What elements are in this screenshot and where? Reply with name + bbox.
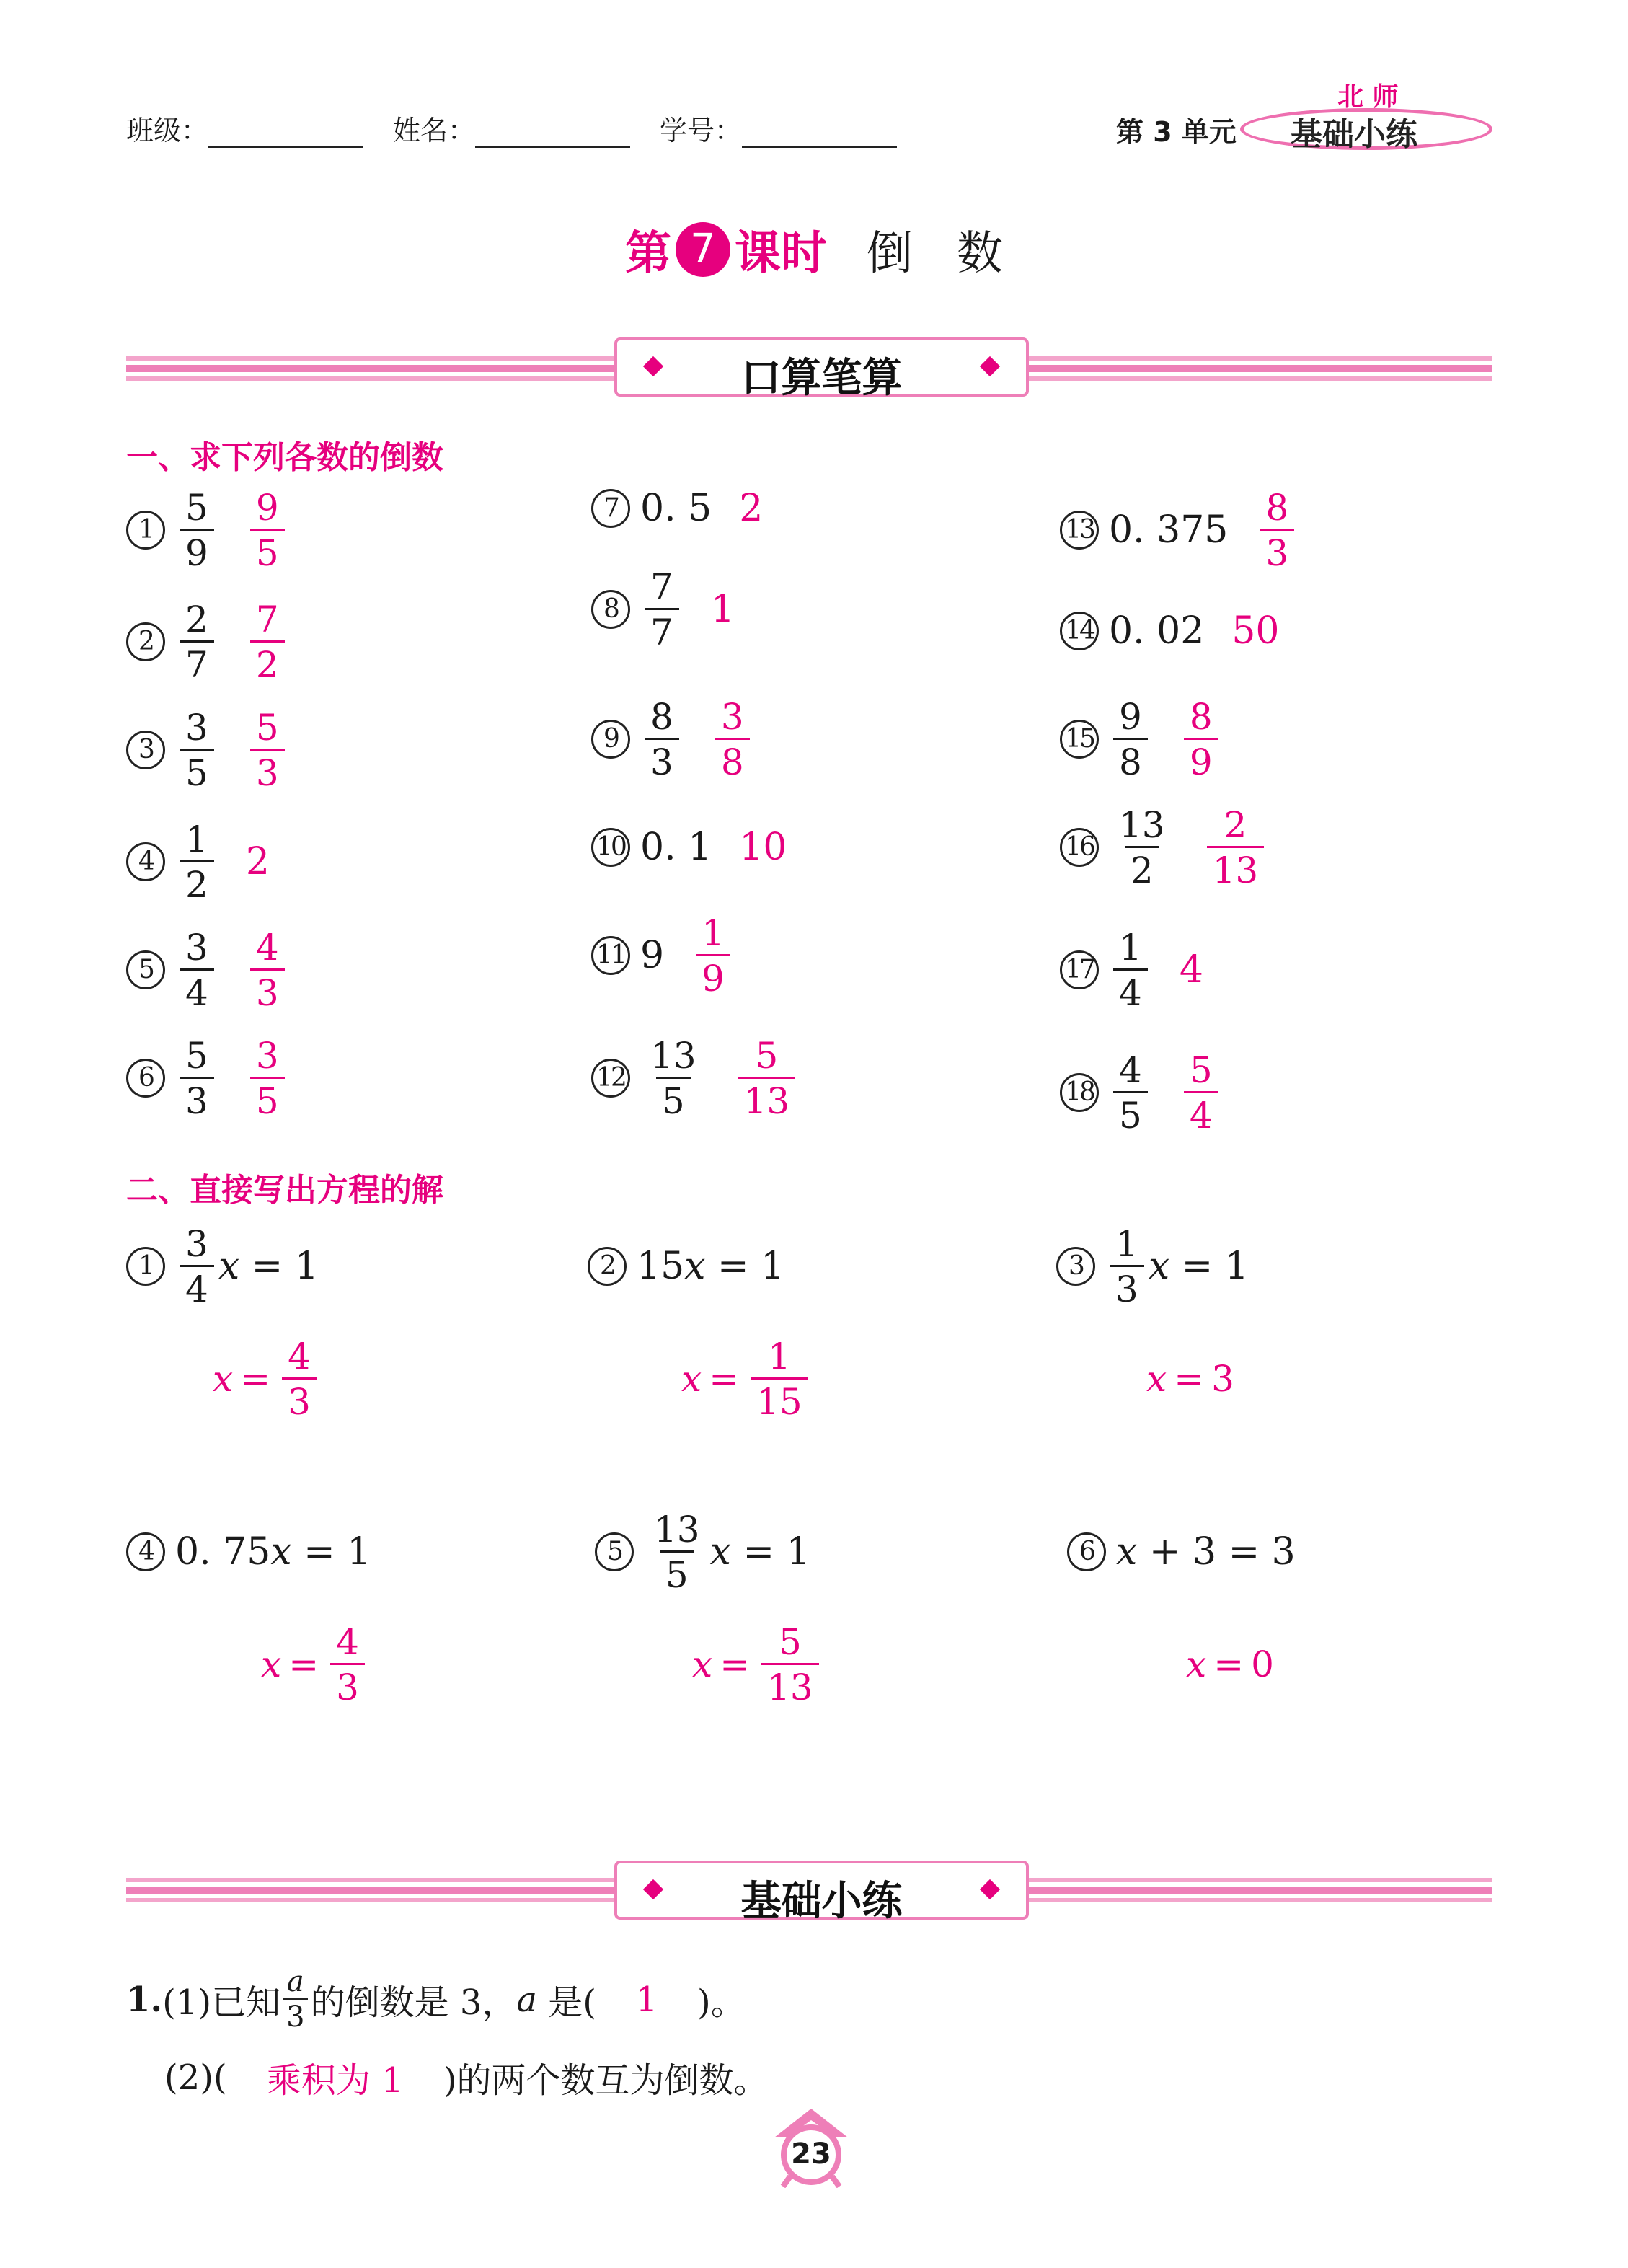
answer-value[interactable]: 2 (739, 487, 764, 530)
denominator: 5 (250, 1077, 285, 1119)
item-number: 1 (126, 1247, 165, 1286)
item-number: 16 (1060, 828, 1099, 867)
equation-rest: x = 1 (709, 1530, 810, 1574)
equation-solution[interactable]: x = 3 (1146, 1358, 1234, 1400)
solution-fraction[interactable] (751, 1335, 808, 1423)
banner2-title: 基础小练 (740, 1878, 903, 1925)
numerator: 7 (255, 598, 279, 640)
reciprocal-item (1060, 581, 1279, 681)
answer[interactable] (739, 487, 763, 530)
numerator: 13 (654, 1508, 700, 1550)
denominator: 13 (1207, 846, 1265, 888)
answer-value[interactable]: 2 (245, 840, 270, 883)
numerator: 5 (1189, 1049, 1213, 1091)
answer-fraction[interactable] (715, 695, 750, 783)
denominator: 7 (645, 608, 679, 650)
numerator: 13 (1119, 803, 1165, 846)
equation-item (1067, 1501, 1296, 1602)
item-number: 3 (1056, 1247, 1095, 1286)
solution-value[interactable]: 3 (1211, 1358, 1234, 1400)
numerator: 2 (1224, 803, 1247, 846)
coefficient-fraction (648, 1508, 706, 1596)
solution-value[interactable]: 0 (1251, 1643, 1274, 1685)
question-fraction (180, 926, 214, 1014)
reciprocal-item (126, 700, 289, 800)
answer[interactable] (1180, 1049, 1223, 1137)
denominator: 3 (282, 1377, 317, 1420)
title-prefix: 第 (624, 227, 671, 281)
reciprocal-item (1060, 919, 1203, 1020)
item-number: 6 (126, 1059, 165, 1098)
equation-rest: x + 3 = 3 (1116, 1530, 1296, 1574)
numerator: 3 (255, 1034, 279, 1077)
answer[interactable] (246, 840, 270, 883)
item-number: 3 (126, 731, 165, 769)
denominator: 3 (250, 749, 285, 791)
denominator: 13 (738, 1077, 796, 1119)
item-number: 1 (126, 511, 165, 550)
denominator: 9 (696, 954, 730, 997)
answer-value[interactable]: 50 (1231, 609, 1280, 653)
numerator: 8 (650, 695, 673, 738)
equation-rest: x = 1 (1148, 1245, 1249, 1288)
reciprocal-item (591, 1028, 800, 1129)
question-fraction (1113, 926, 1148, 1014)
item-number: 4 (126, 842, 165, 881)
q1-text-end: )。 (697, 1982, 746, 2023)
denominator: 3 (250, 968, 285, 1011)
equation-solution[interactable]: x = 0 (1186, 1643, 1274, 1685)
page-number: 23 (791, 2137, 831, 2171)
numerator: 4 (255, 926, 279, 968)
answer[interactable] (246, 926, 289, 1014)
answer[interactable] (1180, 695, 1223, 783)
reciprocal-item (126, 591, 289, 692)
q1-answer[interactable]: 1 (635, 1979, 658, 2020)
numerator: 9 (1119, 695, 1142, 738)
question-fraction (180, 486, 214, 574)
class-blank[interactable] (208, 118, 363, 148)
question-fraction (1113, 803, 1171, 891)
name-label: 姓名： (393, 115, 476, 146)
equation-item (595, 1501, 810, 1602)
question-number: 1. (126, 1979, 163, 2020)
answer-fraction[interactable] (250, 1034, 285, 1122)
answer[interactable] (1203, 803, 1269, 891)
question-fraction (645, 565, 679, 653)
q1-variable: a (516, 1979, 537, 2020)
denominator: 13 (761, 1663, 819, 1706)
lesson-number: 7 (676, 222, 730, 277)
question-fraction (180, 1034, 214, 1122)
answer[interactable] (711, 588, 735, 631)
solution-fraction[interactable] (282, 1335, 317, 1423)
answer-value[interactable]: 4 (1179, 948, 1203, 992)
question-value: 0. 02 (1109, 609, 1205, 653)
answer-fraction[interactable] (696, 912, 730, 1000)
question-value: 9 (640, 934, 665, 977)
item-number: 14 (1060, 612, 1099, 650)
numerator: 5 (255, 706, 279, 749)
coefficient-value: 15 (637, 1245, 685, 1288)
lesson-title (0, 216, 1628, 283)
answer[interactable] (1231, 609, 1279, 653)
numerator: 1 (702, 912, 725, 954)
answer-fraction[interactable] (250, 706, 285, 794)
answer[interactable] (246, 706, 289, 794)
denominator: 4 (1184, 1091, 1218, 1134)
reciprocal-item (591, 797, 787, 898)
reciprocal-item (591, 905, 735, 1006)
item-number: 5 (595, 1532, 634, 1571)
numerator: 5 (755, 1034, 779, 1077)
equation-rest: x = 1 (270, 1530, 371, 1574)
class-label: 班级： (126, 115, 209, 146)
item-number: 18 (1060, 1073, 1099, 1112)
reciprocal-item (126, 919, 289, 1020)
equation-item (1056, 1216, 1249, 1317)
item-number: 12 (591, 1059, 630, 1098)
numerator: 3 (720, 695, 744, 738)
reciprocal-item (1060, 689, 1223, 790)
reciprocal-item (126, 480, 289, 581)
coefficient-fraction (1110, 1222, 1144, 1310)
item-number: 15 (1060, 720, 1099, 759)
coefficient-fraction (180, 1222, 214, 1310)
item-number: 7 (591, 489, 630, 528)
denominator: 5 (250, 529, 285, 571)
answer-fraction[interactable] (1260, 486, 1294, 574)
reciprocal-item (591, 559, 735, 660)
item-number: 17 (1060, 950, 1099, 989)
denominator: 5 (1113, 1091, 1148, 1134)
denominator: 3 (330, 1663, 365, 1706)
denominator: 5 (660, 1550, 694, 1593)
banner-title: 口算笔算 (740, 355, 903, 402)
numerator: 5 (185, 486, 208, 529)
answer-fraction[interactable] (1184, 695, 1218, 783)
equation-solution[interactable]: x = $\frac{1}{15}$ (681, 1328, 813, 1429)
numerator: 13 (650, 1034, 696, 1077)
item-number: 10 (591, 828, 630, 867)
item-number: 2 (588, 1247, 627, 1286)
denominator: 4 (1113, 968, 1148, 1011)
practice-q1-part2 (164, 2052, 768, 2102)
denominator: 9 (1184, 738, 1218, 780)
numerator: 1 (185, 818, 208, 860)
equation-item (126, 1501, 371, 1602)
answer[interactable] (246, 598, 289, 686)
solution-fraction[interactable] (330, 1620, 365, 1708)
solution-fraction[interactable] (761, 1620, 819, 1708)
numerator: 5 (185, 1034, 208, 1077)
badge-main-text: 基础小练 (1291, 116, 1417, 153)
q2-text-pre: (2)( (164, 2057, 227, 2098)
q1-text-pre: (1)已知 (162, 1982, 281, 2023)
answer[interactable] (739, 826, 787, 869)
answer[interactable] (1255, 486, 1299, 574)
numerator: 5 (779, 1620, 802, 1663)
numerator: 7 (650, 565, 673, 608)
numerator: 2 (185, 598, 208, 640)
numerator: 4 (1119, 1049, 1142, 1091)
badge-top-text: 北 师 (1337, 82, 1399, 112)
equation-solution[interactable]: x = $\frac{4}{3}$ (213, 1328, 321, 1429)
equation-solution[interactable]: x = $\frac{5}{13}$ (692, 1614, 823, 1715)
denominator: 8 (715, 738, 750, 780)
answer[interactable] (691, 912, 735, 1000)
answer[interactable] (246, 486, 289, 574)
denominator: 7 (180, 640, 214, 683)
section1-title: 一、求下列各数的倒数 (126, 439, 443, 476)
numerator: 8 (1189, 695, 1213, 738)
question-value: 0. 5 (640, 487, 712, 530)
reciprocal-item (126, 811, 270, 912)
numerator: 4 (288, 1335, 311, 1377)
equation-item (588, 1216, 784, 1317)
q1-text-mid: 的倒数是 3， (310, 1982, 517, 2023)
item-number: 5 (126, 950, 165, 989)
name-field (393, 108, 630, 148)
numerator: 4 (336, 1620, 359, 1663)
answer-fraction[interactable] (250, 926, 285, 1014)
question-fraction (645, 1034, 702, 1122)
denominator: 4 (180, 968, 214, 1011)
answer-value[interactable]: 1 (710, 588, 735, 631)
denominator: 3 (1260, 529, 1294, 571)
answer[interactable] (734, 1034, 800, 1122)
item-number: 9 (591, 720, 630, 759)
answer[interactable] (711, 695, 754, 783)
item-number: 4 (126, 1532, 165, 1571)
q2-answer[interactable]: 乘积为 1 (266, 2060, 404, 2101)
item-number: 11 (591, 936, 630, 975)
item-number: 8 (591, 590, 630, 629)
reciprocal-item (126, 1028, 289, 1129)
numerator: 3 (185, 926, 208, 968)
answer-fraction[interactable] (738, 1034, 796, 1122)
numerator: 9 (255, 486, 279, 529)
coefficient-value: 0. 75 (175, 1530, 271, 1574)
answer-fraction[interactable] (250, 486, 285, 574)
question-value: 0. 375 (1109, 508, 1229, 552)
answer-fraction[interactable] (1207, 803, 1265, 891)
denominator: 3 (180, 1077, 214, 1119)
numerator: 1 (1115, 1222, 1138, 1265)
denominator: 2 (180, 860, 214, 903)
denominator: 9 (180, 529, 214, 571)
denominator: 4 (180, 1265, 214, 1307)
denominator: 2 (250, 640, 285, 683)
question-value: 0. 1 (640, 826, 712, 869)
numerator: 1 (1119, 926, 1142, 968)
unit-label: 第 3 单元 (1116, 116, 1237, 148)
banner-basic-practice (614, 1861, 1029, 1925)
question-fraction (1113, 1049, 1148, 1137)
banner-oral-written (614, 337, 1029, 402)
q1-fraction: a 3 (283, 1967, 307, 2031)
title-suffix: 课时 (734, 227, 827, 281)
reciprocal-item (1060, 1042, 1223, 1143)
denominator: 3 (1110, 1265, 1144, 1307)
question-fraction (180, 598, 214, 686)
numerator: 1 (768, 1335, 791, 1377)
denominator: 8 (1113, 738, 1148, 780)
denominator: 3 (645, 738, 679, 780)
question-fraction (180, 818, 214, 906)
answer-fraction[interactable] (1184, 1049, 1218, 1137)
equation-solution[interactable]: x = $\frac{4}{3}$ (261, 1614, 369, 1715)
question-fraction (645, 695, 679, 783)
denominator: 15 (751, 1377, 808, 1420)
answer-fraction[interactable] (250, 598, 285, 686)
title-topic: 倒 数 (867, 227, 1004, 281)
denominator: 5 (656, 1077, 691, 1119)
reciprocal-item (591, 689, 754, 790)
answer[interactable] (1180, 948, 1203, 992)
denominator: 5 (180, 749, 214, 791)
q1-text-post: 是( (537, 1982, 596, 2023)
numerator: 3 (185, 1222, 208, 1265)
answer-value[interactable]: 10 (739, 826, 787, 869)
question-fraction (180, 706, 214, 794)
item-number: 6 (1067, 1532, 1106, 1571)
practice-q1-part1 (126, 1965, 746, 2034)
question-fraction (1113, 695, 1148, 783)
equation-rest: x = 1 (218, 1245, 319, 1288)
id-blank[interactable] (742, 118, 897, 148)
equation-rest: x = 1 (684, 1245, 785, 1288)
answer[interactable] (246, 1034, 289, 1122)
id-label: 学号： (660, 115, 743, 146)
numerator: 3 (185, 706, 208, 749)
reciprocal-item (1060, 797, 1268, 898)
denominator: 2 (1125, 846, 1159, 888)
reciprocal-item (591, 458, 763, 559)
reciprocal-item (1060, 480, 1299, 581)
name-blank[interactable] (475, 118, 630, 148)
id-field (660, 108, 897, 148)
section2-title: 二、直接写出方程的解 (126, 1172, 443, 1209)
item-number: 13 (1060, 511, 1099, 550)
class-field (126, 108, 363, 148)
item-number: 2 (126, 622, 165, 661)
equation-item (126, 1216, 319, 1317)
q2-text-post: )的两个数互为倒数。 (443, 2060, 769, 2101)
numerator: 8 (1265, 486, 1289, 529)
